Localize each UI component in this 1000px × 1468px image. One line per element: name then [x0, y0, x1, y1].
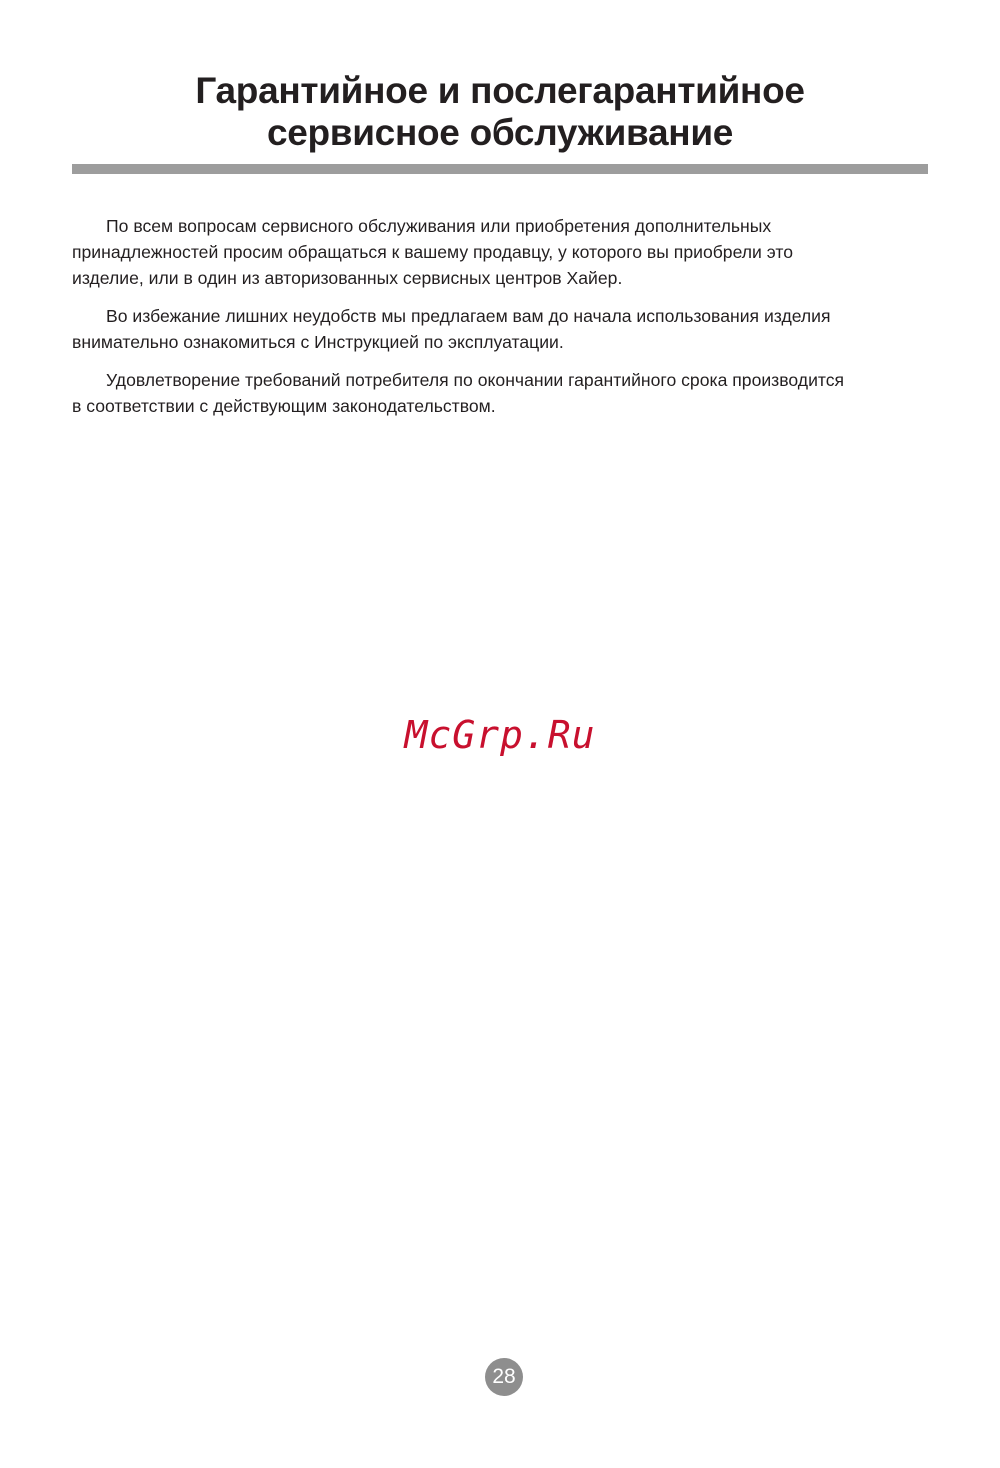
paragraph-line: Удовлетворение требований потребителя по окончании гарантийного срока производится: [106, 370, 845, 390]
paragraph-line: внимательно ознакомиться с Инструкцией по эксплуатации.: [72, 332, 564, 352]
paragraph-post-warranty: [72, 367, 932, 419]
paragraph-read-instructions: [72, 303, 932, 355]
paragraph-service-contacts: [72, 213, 932, 291]
page-title-line-2: сервисное обслуживание: [266, 112, 734, 153]
page-number-badge: 28: [485, 1358, 523, 1396]
body-text: [72, 213, 932, 431]
watermark: McGrp.Ru: [404, 713, 596, 757]
paragraph-line: Во избежание лишних неудобств мы предлагаем вам до начала использования изделия: [106, 306, 831, 326]
paragraph-line: принадлежностей просим обращаться к вашему продавцу, у которого вы приобрели это: [72, 242, 794, 262]
title-divider: [72, 164, 928, 174]
paragraph-line: в соответствии с действующим законодательством.: [72, 396, 496, 416]
page-title-line-1: Гарантийное и послегарантийное: [195, 70, 805, 111]
paragraph-line: изделие, или в один из авторизованных сервисных центров Хайер.: [72, 268, 623, 288]
page-title: [0, 70, 1000, 154]
paragraph-line: По всем вопросам сервисного обслуживания или приобретения дополнительных: [106, 216, 772, 236]
